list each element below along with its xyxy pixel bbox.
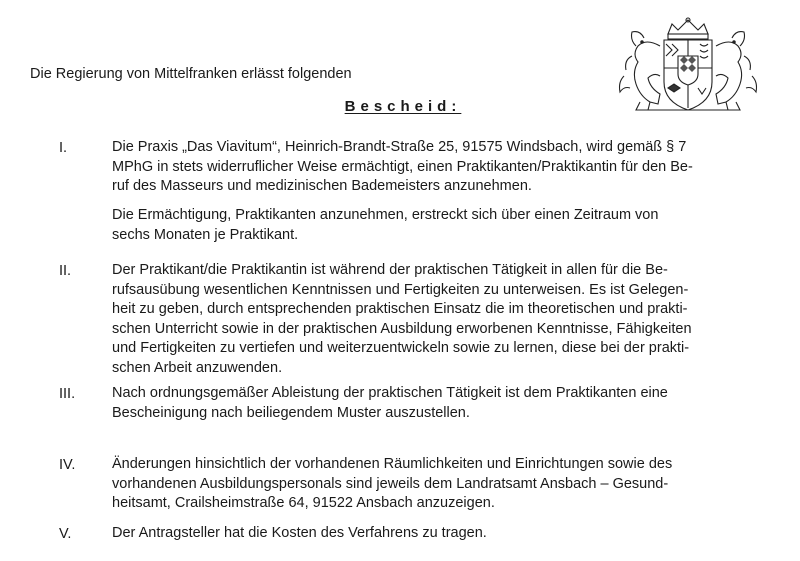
intro-text: Die Regierung von Mittelfranken erlässt folgenden <box>30 66 352 82</box>
item-paragraph <box>112 206 772 245</box>
text-line: Die Praxis „Das Viavitum“, Heinrich-Brandt-Straße 25, 91575 Windsbach, wird gemäß § 7 <box>112 139 687 155</box>
item-number: V. <box>59 526 72 542</box>
text-line: MPhG in stets widerruflicher Weise ermächtigt, einen Praktikanten/Praktikantin für den Be- <box>112 158 693 175</box>
item-number: I. <box>59 140 68 156</box>
text-line: Änderungen hinsichtlich der vorhandenen Räumlichkeiten und Einrichtungen sowie des <box>112 456 673 472</box>
text-line: Bescheinigung nach beiliegendem Muster auszustellen. <box>112 404 470 421</box>
text-line: heit zu geben, durch entsprechenden praktischen Einsatz die im theoretischen und prakti- <box>112 301 688 317</box>
text-line: sechs Monaten je Praktikant. <box>112 226 299 243</box>
item-paragraph <box>112 455 772 514</box>
item-paragraph <box>112 524 772 544</box>
text-line: heitsamt, Crailsheimstraße 64, 91522 Ansbach anzuzeigen. <box>112 495 495 511</box>
text-line: Der Antragsteller hat die Kosten des Verfahrens zu tragen. <box>112 525 487 541</box>
item-number: IV. <box>59 457 76 473</box>
text-line: rufsausübung wesentlichen Kenntnissen und Fertigkeiten zu unterweisen. Es ist Gelegen- <box>112 281 689 298</box>
text-line: schen Arbeit anzuwenden. <box>112 359 283 376</box>
text-line: Die Ermächtigung, Praktikanten anzunehmen, erstreckt sich über einen Zeitraum von <box>112 207 659 223</box>
text-line: Nach ordnungsgemäßer Ableistung der praktischen Tätigkeit ist dem Praktikanten eine <box>112 385 668 401</box>
text-line: und Fertigkeiten zu vertiefen und weiterzuentwickeln sowie zu lernen, diese bei der prakti- <box>112 340 690 356</box>
item-paragraph <box>112 384 772 423</box>
item-number: III. <box>59 386 76 402</box>
item-number: II. <box>59 263 72 279</box>
text-line: ruf des Masseurs und medizinischen Bademeisters anzunehmen. <box>112 178 532 194</box>
page-title: Bescheid: <box>344 98 462 115</box>
item-paragraph <box>112 261 772 378</box>
item-paragraph <box>112 138 772 197</box>
text-line: schen Unterricht sowie in der praktischen Ausbildung erworbenen Kenntnisse, Fähigkeiten <box>112 320 692 337</box>
text-line: vorhandenen Ausbildungspersonals sind jeweils dem Landratsamt Ansbach – Gesund- <box>112 475 669 492</box>
text-line: Der Praktikant/die Praktikantin ist während der praktischen Tätigkeit in allen für die Be- <box>112 262 668 278</box>
